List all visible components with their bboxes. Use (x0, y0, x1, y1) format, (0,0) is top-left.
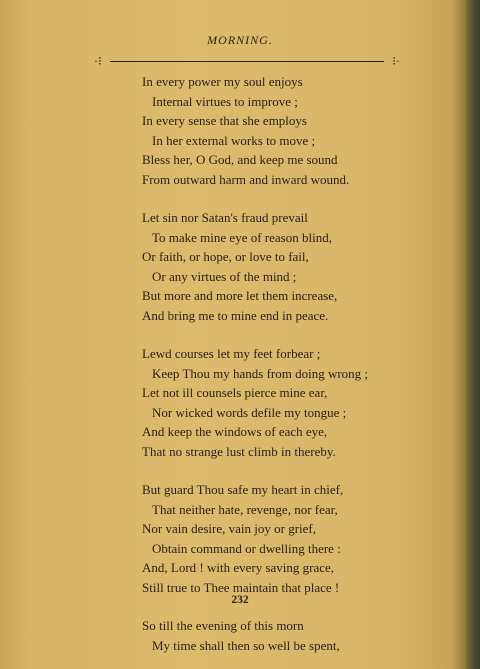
rule-ornament-right: ⁝· (392, 54, 400, 68)
poem-line: Or faith, or hope, or love to fail, (142, 249, 309, 264)
stanza-2 (142, 208, 402, 325)
running-header: MORNING. (207, 33, 273, 47)
poem-line: Obtain command or dwelling there : (152, 540, 341, 556)
poem-line: Or any virtues of the mind ; (152, 268, 297, 284)
poem-line: In every sense that she employs (142, 113, 307, 128)
poem-line: In every power my soul enjoys (142, 74, 303, 89)
poem-line: Keep Thou my hands from doing wrong ; (152, 365, 369, 381)
poem-line: But guard Thou safe my heart in chief, (142, 482, 344, 497)
poem-line: To make mine eye of reason blind, (152, 229, 332, 245)
poem-line: And keep the windows of each eye, (142, 424, 328, 439)
poem-line: And bring me to mine end in peace. (142, 307, 329, 323)
ornamental-rule (92, 54, 402, 68)
poem-line: Bless her, O God, and keep me sound (142, 152, 338, 167)
poem-line: That neither hate, revenge, nor fear, (152, 501, 338, 517)
poem-line: That no strange lust climb in thereby. (142, 443, 336, 459)
poem-line: Internal virtues to improve ; (152, 93, 298, 109)
poem-line: So till the evening of this morn (142, 618, 304, 633)
rule-line (110, 61, 384, 62)
stanza-4 (142, 480, 402, 597)
stanza-1 (142, 72, 402, 189)
poem-line: My time shall then so well be spent, (152, 637, 340, 653)
poem-body (142, 72, 402, 669)
page-number: 232 (231, 594, 249, 606)
poem-line: Nor wicked words defile my tongue ; (152, 404, 347, 420)
poem-line: Let sin nor Satan's fraud prevail (142, 210, 308, 225)
poem-line: From outward harm and inward wound. (142, 171, 350, 187)
poem-line: And, Lord ! with every saving grace, (142, 560, 335, 575)
poem-line: Nor vain desire, vain joy or grief, (142, 521, 317, 536)
stanza-5 (142, 616, 402, 655)
book-spine-edge (466, 0, 480, 669)
stanza-3 (142, 344, 402, 461)
poem-line: But more and more let them increase, (142, 288, 338, 303)
rule-ornament-left: ·⁝ (94, 54, 102, 68)
poem-line: Still true to Thee maintain that place ! (142, 579, 340, 595)
poem-line: Let not ill counsels pierce mine ear, (142, 385, 328, 400)
poem-line: Lewd courses let my feet forbear ; (142, 346, 321, 361)
poem-line: In her external works to move ; (152, 132, 316, 148)
